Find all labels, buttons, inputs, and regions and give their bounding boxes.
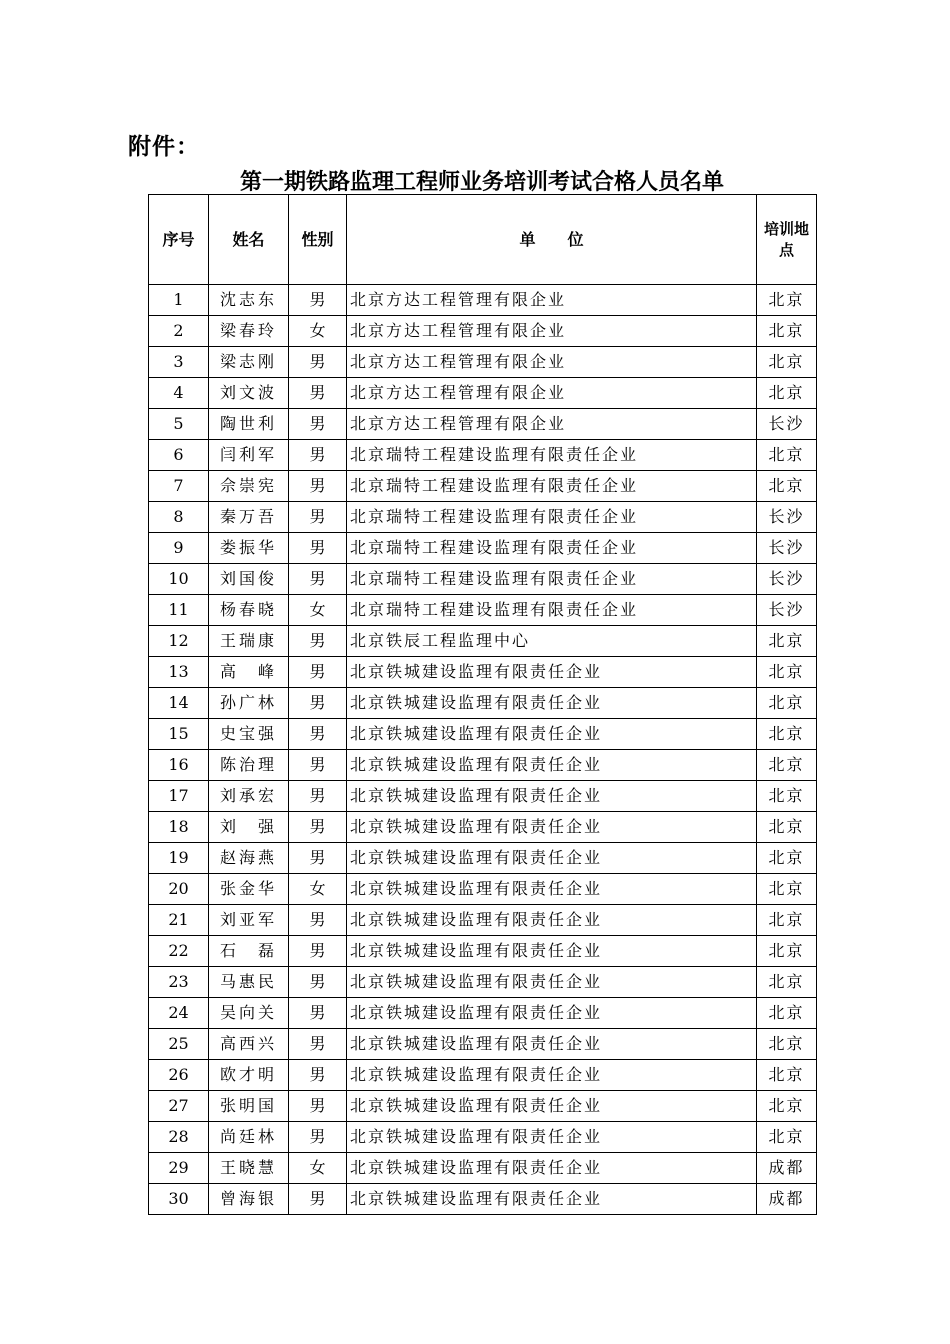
- serial-number-cell: 7: [149, 471, 209, 502]
- gender-cell: 男: [289, 688, 347, 719]
- table-body: [149, 285, 817, 1215]
- table-row: [149, 905, 817, 936]
- name-cell: 赵海燕: [209, 843, 289, 874]
- table-row: [149, 502, 817, 533]
- name-cell: 梁志刚: [209, 347, 289, 378]
- serial-number-cell: 17: [149, 781, 209, 812]
- name-cell: 杨春晓: [209, 595, 289, 626]
- training-location-cell: 北京: [757, 1122, 817, 1153]
- training-location-cell: 北京: [757, 812, 817, 843]
- name-cell: 张金华: [209, 874, 289, 905]
- serial-number-cell: 21: [149, 905, 209, 936]
- document-title: 第一期铁路监理工程师业务培训考试合格人员名单: [239, 170, 724, 195]
- table-row: [149, 285, 817, 316]
- name-cell: 闫利军: [209, 440, 289, 471]
- training-location-cell: 北京: [757, 285, 817, 316]
- name-cell: 高 峰: [209, 657, 289, 688]
- name-cell: 刘承宏: [209, 781, 289, 812]
- serial-number-cell: 8: [149, 502, 209, 533]
- unit-cell: 北京铁城建设监理有限责任企业: [347, 967, 757, 998]
- training-location-cell: 长沙: [757, 502, 817, 533]
- unit-cell: 北京铁城建设监理有限责任企业: [347, 843, 757, 874]
- gender-cell: 男: [289, 564, 347, 595]
- gender-cell: 男: [289, 1122, 347, 1153]
- gender-cell: 男: [289, 750, 347, 781]
- serial-number-cell: 15: [149, 719, 209, 750]
- gender-cell: 男: [289, 781, 347, 812]
- gender-cell: 女: [289, 1153, 347, 1184]
- serial-number-cell: 16: [149, 750, 209, 781]
- unit-cell: 北京铁城建设监理有限责任企业: [347, 719, 757, 750]
- table-row: [149, 843, 817, 874]
- gender-cell: 男: [289, 657, 347, 688]
- gender-cell: 男: [289, 936, 347, 967]
- serial-number-cell: 24: [149, 998, 209, 1029]
- training-location-cell: 北京: [757, 440, 817, 471]
- training-location-cell: 长沙: [757, 409, 817, 440]
- gender-cell: 男: [289, 1029, 347, 1060]
- table-row: [149, 1029, 817, 1060]
- unit-cell: 北京铁城建设监理有限责任企业: [347, 1122, 757, 1153]
- training-location-cell: 北京: [757, 750, 817, 781]
- name-cell: 欧才明: [209, 1060, 289, 1091]
- training-location-cell: 北京: [757, 1029, 817, 1060]
- training-location-cell: 北京: [757, 843, 817, 874]
- table-row: [149, 409, 817, 440]
- header-training-location: 培训地点: [757, 195, 817, 285]
- unit-cell: 北京铁城建设监理有限责任企业: [347, 936, 757, 967]
- table-row: [149, 967, 817, 998]
- serial-number-cell: 11: [149, 595, 209, 626]
- training-location-cell: 北京: [757, 688, 817, 719]
- unit-cell: 北京铁城建设监理有限责任企业: [347, 688, 757, 719]
- name-cell: 孙广林: [209, 688, 289, 719]
- training-location-cell: 北京: [757, 1060, 817, 1091]
- table-row: [149, 440, 817, 471]
- name-cell: 王瑞康: [209, 626, 289, 657]
- gender-cell: 男: [289, 998, 347, 1029]
- unit-cell: 北京铁城建设监理有限责任企业: [347, 781, 757, 812]
- training-location-cell: 成都: [757, 1153, 817, 1184]
- serial-number-cell: 13: [149, 657, 209, 688]
- unit-cell: 北京方达工程管理有限企业: [347, 285, 757, 316]
- gender-cell: 男: [289, 409, 347, 440]
- unit-cell: 北京铁辰工程监理中心: [347, 626, 757, 657]
- unit-cell: 北京瑞特工程建设监理有限责任企业: [347, 502, 757, 533]
- name-cell: 高西兴: [209, 1029, 289, 1060]
- serial-number-cell: 12: [149, 626, 209, 657]
- header-serial-number: 序号: [149, 195, 209, 285]
- serial-number-cell: 18: [149, 812, 209, 843]
- training-location-cell: 北京: [757, 998, 817, 1029]
- training-location-cell: 成都: [757, 1184, 817, 1215]
- unit-cell: 北京瑞特工程建设监理有限责任企业: [347, 440, 757, 471]
- gender-cell: 女: [289, 874, 347, 905]
- gender-cell: 女: [289, 595, 347, 626]
- table-row: [149, 1060, 817, 1091]
- gender-cell: 男: [289, 502, 347, 533]
- table-row: [149, 936, 817, 967]
- name-cell: 佘崇宪: [209, 471, 289, 502]
- header-unit: 单 位: [347, 195, 757, 285]
- training-location-cell: 长沙: [757, 564, 817, 595]
- serial-number-cell: 2: [149, 316, 209, 347]
- name-cell: 史宝强: [209, 719, 289, 750]
- table-row: [149, 750, 817, 781]
- unit-cell: 北京铁城建设监理有限责任企业: [347, 874, 757, 905]
- unit-cell: 北京铁城建设监理有限责任企业: [347, 750, 757, 781]
- header-name: 姓名: [209, 195, 289, 285]
- unit-cell: 北京铁城建设监理有限责任企业: [347, 1029, 757, 1060]
- name-cell: 刘亚军: [209, 905, 289, 936]
- table-row: [149, 626, 817, 657]
- table-row: [149, 533, 817, 564]
- serial-number-cell: 6: [149, 440, 209, 471]
- table-row: [149, 719, 817, 750]
- gender-cell: 男: [289, 719, 347, 750]
- serial-number-cell: 29: [149, 1153, 209, 1184]
- header-gender: 性别: [289, 195, 347, 285]
- attachment-heading: 附件：: [128, 134, 200, 160]
- name-cell: 吴向关: [209, 998, 289, 1029]
- unit-cell: 北京方达工程管理有限企业: [347, 409, 757, 440]
- table-row: [149, 1122, 817, 1153]
- gender-cell: 男: [289, 1060, 347, 1091]
- gender-cell: 男: [289, 347, 347, 378]
- name-cell: 尚廷林: [209, 1122, 289, 1153]
- table-row: [149, 812, 817, 843]
- name-cell: 张明国: [209, 1091, 289, 1122]
- gender-cell: 男: [289, 471, 347, 502]
- serial-number-cell: 10: [149, 564, 209, 595]
- unit-cell: 北京铁城建设监理有限责任企业: [347, 905, 757, 936]
- training-location-cell: 北京: [757, 316, 817, 347]
- table-row: [149, 657, 817, 688]
- name-cell: 石 磊: [209, 936, 289, 967]
- serial-number-cell: 20: [149, 874, 209, 905]
- name-cell: 沈志东: [209, 285, 289, 316]
- training-location-cell: 北京: [757, 719, 817, 750]
- table-row: [149, 998, 817, 1029]
- training-location-cell: 北京: [757, 936, 817, 967]
- gender-cell: 男: [289, 812, 347, 843]
- table-row: [149, 1091, 817, 1122]
- serial-number-cell: 30: [149, 1184, 209, 1215]
- serial-number-cell: 14: [149, 688, 209, 719]
- gender-cell: 男: [289, 843, 347, 874]
- training-location-cell: 长沙: [757, 595, 817, 626]
- name-cell: 秦万吾: [209, 502, 289, 533]
- table-row: [149, 564, 817, 595]
- training-location-cell: 北京: [757, 874, 817, 905]
- unit-cell: 北京瑞特工程建设监理有限责任企业: [347, 564, 757, 595]
- gender-cell: 男: [289, 533, 347, 564]
- unit-cell: 北京铁城建设监理有限责任企业: [347, 1153, 757, 1184]
- name-cell: 刘文波: [209, 378, 289, 409]
- unit-cell: 北京瑞特工程建设监理有限责任企业: [347, 471, 757, 502]
- table-row: [149, 874, 817, 905]
- name-cell: 娄振华: [209, 533, 289, 564]
- serial-number-cell: 3: [149, 347, 209, 378]
- unit-cell: 北京瑞特工程建设监理有限责任企业: [347, 595, 757, 626]
- unit-cell: 北京瑞特工程建设监理有限责任企业: [347, 533, 757, 564]
- unit-cell: 北京铁城建设监理有限责任企业: [347, 998, 757, 1029]
- table-row: [149, 781, 817, 812]
- serial-number-cell: 25: [149, 1029, 209, 1060]
- serial-number-cell: 5: [149, 409, 209, 440]
- training-location-cell: 北京: [757, 378, 817, 409]
- name-cell: 刘国俊: [209, 564, 289, 595]
- serial-number-cell: 26: [149, 1060, 209, 1091]
- serial-number-cell: 27: [149, 1091, 209, 1122]
- serial-number-cell: 22: [149, 936, 209, 967]
- serial-number-cell: 28: [149, 1122, 209, 1153]
- table-row: [149, 1153, 817, 1184]
- table-row: [149, 347, 817, 378]
- name-cell: 王晓慧: [209, 1153, 289, 1184]
- unit-cell: 北京铁城建设监理有限责任企业: [347, 1184, 757, 1215]
- gender-cell: 男: [289, 1091, 347, 1122]
- name-cell: 马惠民: [209, 967, 289, 998]
- training-location-cell: 北京: [757, 967, 817, 998]
- gender-cell: 男: [289, 440, 347, 471]
- unit-cell: 北京铁城建设监理有限责任企业: [347, 657, 757, 688]
- training-location-cell: 北京: [757, 781, 817, 812]
- gender-cell: 男: [289, 378, 347, 409]
- training-location-cell: 北京: [757, 471, 817, 502]
- table-row: [149, 471, 817, 502]
- table-row: [149, 316, 817, 347]
- unit-cell: 北京铁城建设监理有限责任企业: [347, 812, 757, 843]
- unit-cell: 北京铁城建设监理有限责任企业: [347, 1091, 757, 1122]
- name-cell: 陈治理: [209, 750, 289, 781]
- serial-number-cell: 9: [149, 533, 209, 564]
- table-header-row: [149, 195, 817, 285]
- training-location-cell: 北京: [757, 1091, 817, 1122]
- gender-cell: 男: [289, 285, 347, 316]
- unit-cell: 北京方达工程管理有限企业: [347, 378, 757, 409]
- serial-number-cell: 1: [149, 285, 209, 316]
- gender-cell: 男: [289, 626, 347, 657]
- name-cell: 梁春玲: [209, 316, 289, 347]
- qualified-personnel-table: [148, 194, 817, 1215]
- training-location-cell: 北京: [757, 905, 817, 936]
- unit-cell: 北京方达工程管理有限企业: [347, 316, 757, 347]
- table-row: [149, 1184, 817, 1215]
- unit-cell: 北京铁城建设监理有限责任企业: [347, 1060, 757, 1091]
- unit-cell: 北京方达工程管理有限企业: [347, 347, 757, 378]
- table-row: [149, 595, 817, 626]
- training-location-cell: 北京: [757, 626, 817, 657]
- table-row: [149, 688, 817, 719]
- name-cell: 曾海银: [209, 1184, 289, 1215]
- serial-number-cell: 19: [149, 843, 209, 874]
- gender-cell: 女: [289, 316, 347, 347]
- gender-cell: 男: [289, 1184, 347, 1215]
- name-cell: 刘 强: [209, 812, 289, 843]
- training-location-cell: 北京: [757, 347, 817, 378]
- training-location-cell: 北京: [757, 657, 817, 688]
- training-location-cell: 长沙: [757, 533, 817, 564]
- name-cell: 陶世利: [209, 409, 289, 440]
- gender-cell: 男: [289, 905, 347, 936]
- table-row: [149, 378, 817, 409]
- gender-cell: 男: [289, 967, 347, 998]
- serial-number-cell: 23: [149, 967, 209, 998]
- serial-number-cell: 4: [149, 378, 209, 409]
